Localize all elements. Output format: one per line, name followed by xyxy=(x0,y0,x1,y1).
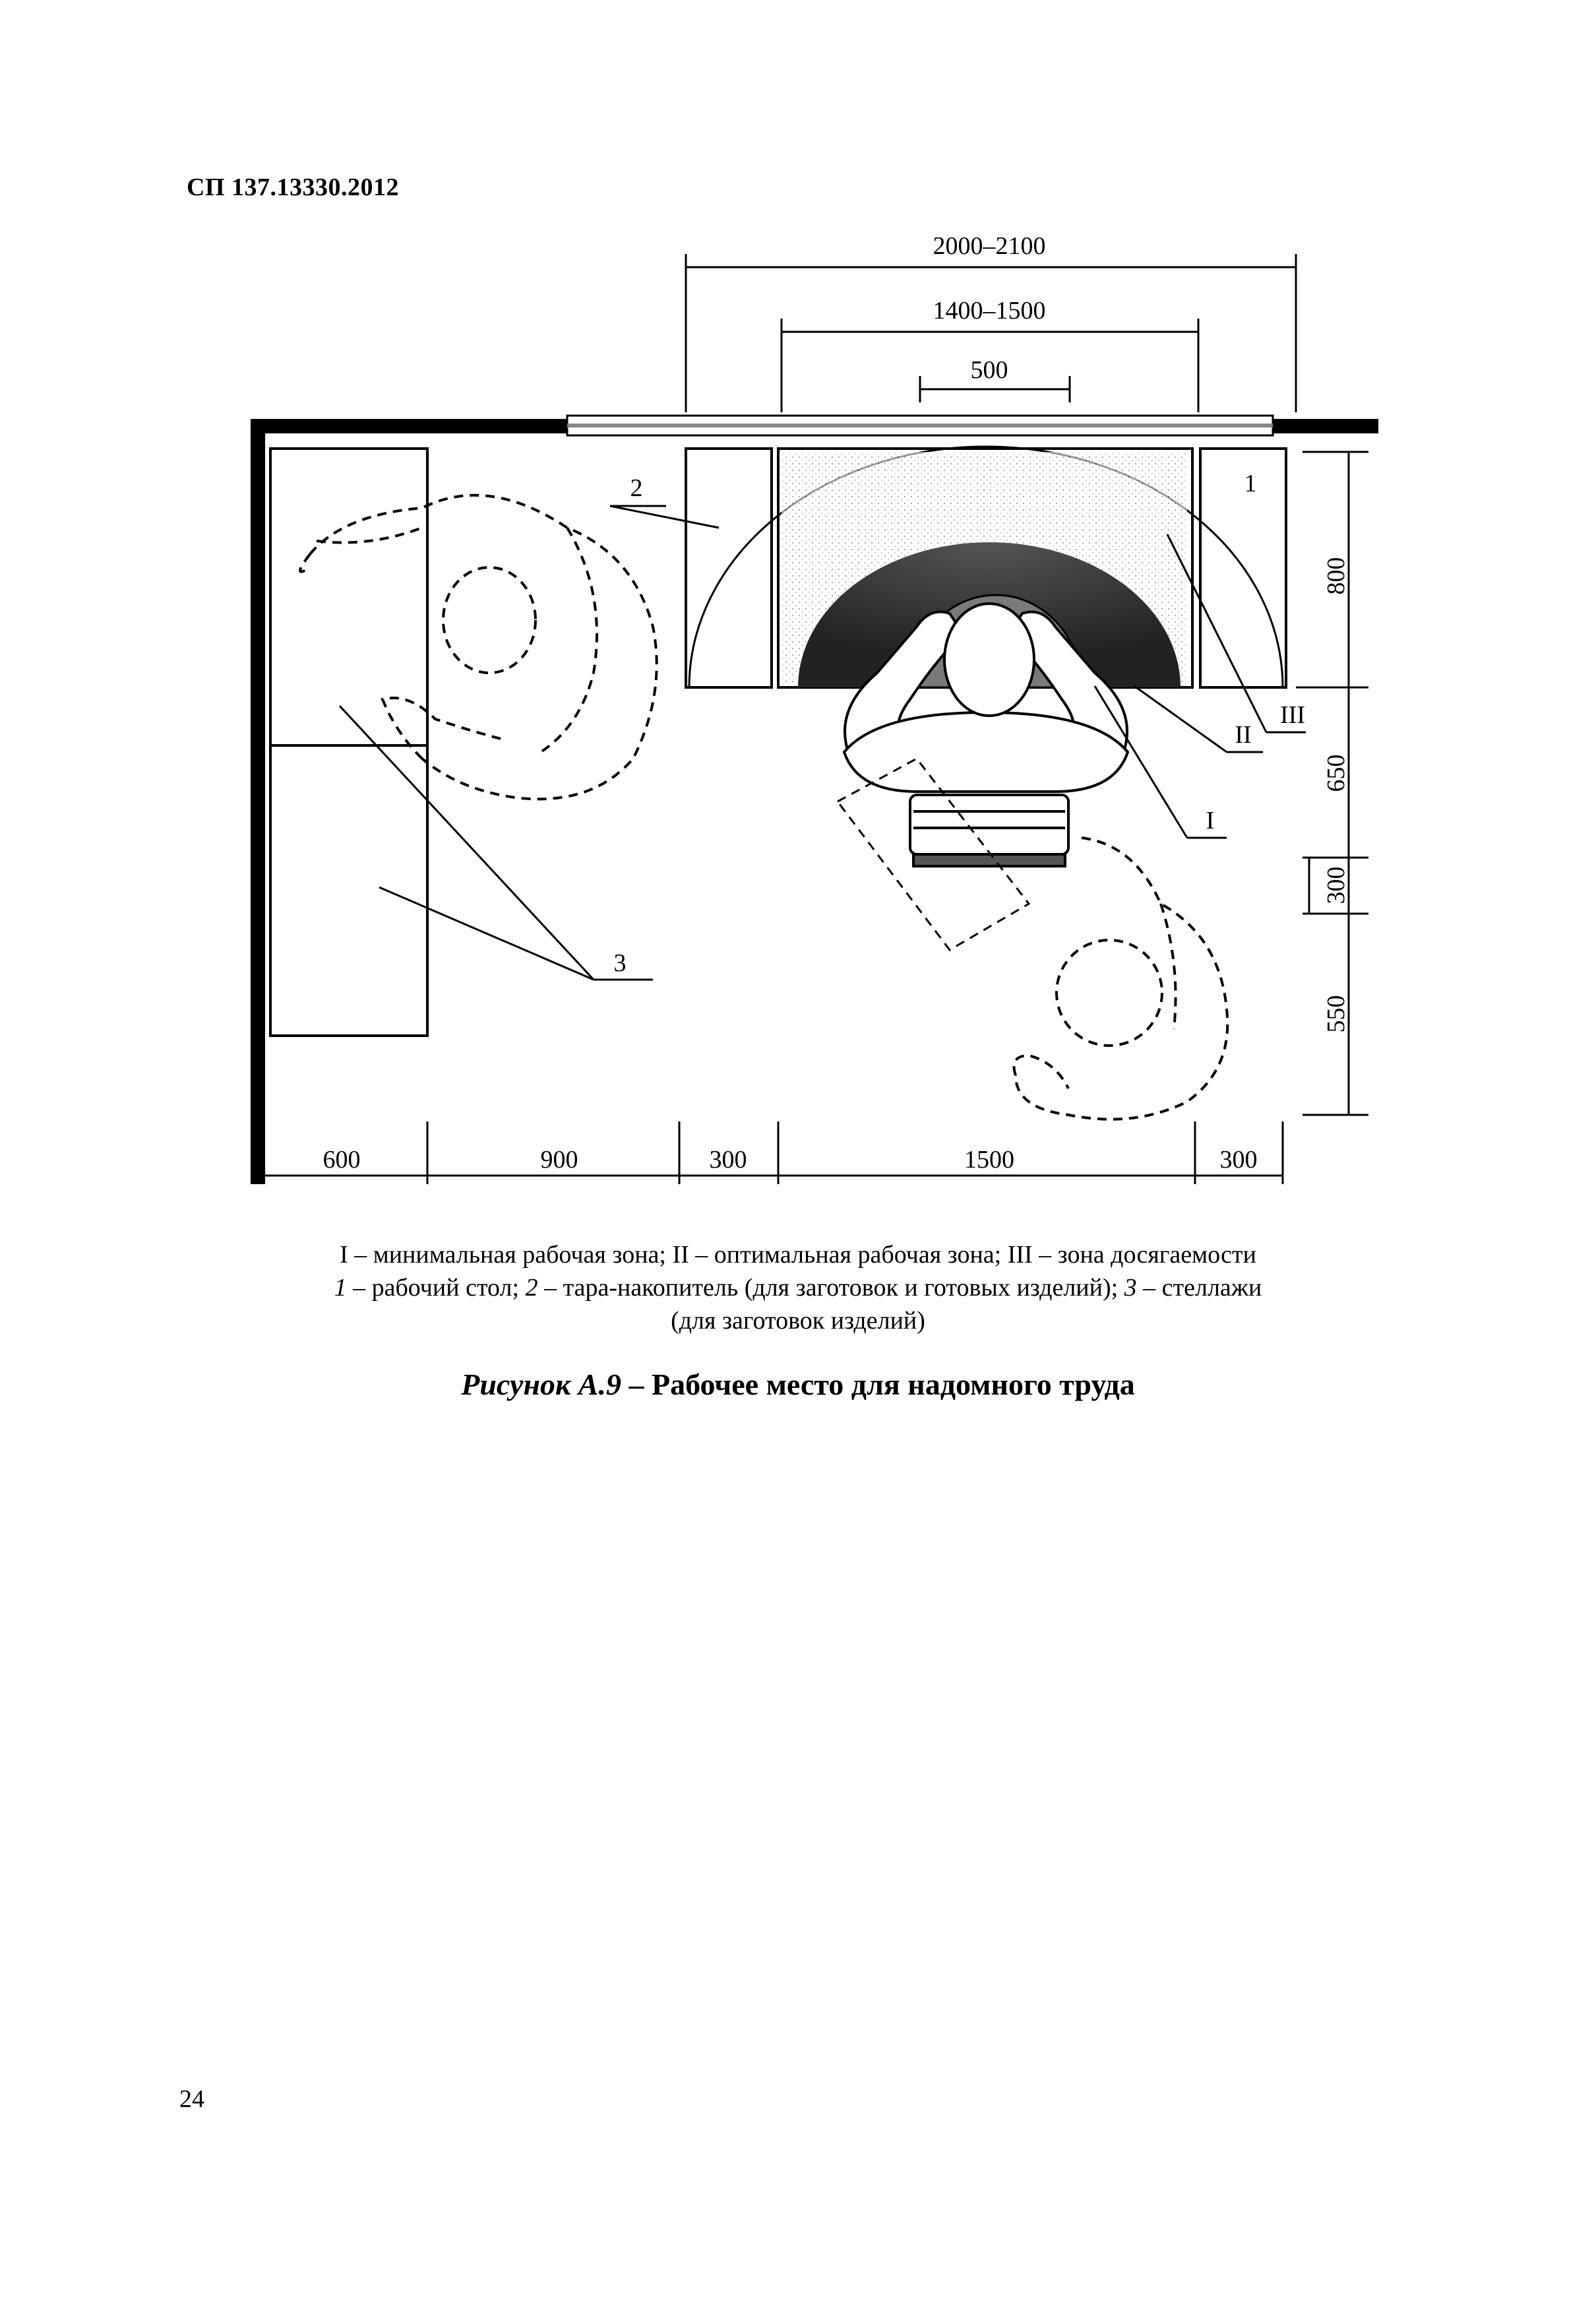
label-zone-I: I xyxy=(1206,807,1215,835)
legend-item2-text: – тара-накопитель (для заготовок и готовых изделий); xyxy=(537,1274,1124,1302)
legend-line-1: I – минимальная рабочая зона; II – оптимальная рабочая зона; III – зона досягаемости xyxy=(340,1241,1256,1269)
legend-item3-text: – стеллажи xyxy=(1136,1274,1262,1302)
dim-bottom-1: 900 xyxy=(540,1146,578,1174)
figure-turned-dashed xyxy=(1014,838,1228,1119)
dim-bottom-3: 1500 xyxy=(964,1146,1014,1174)
bottom-dimensions xyxy=(265,1121,1283,1184)
legend-item1-num: 1 xyxy=(334,1274,347,1302)
dim-top-0: 2000–2100 xyxy=(933,232,1046,260)
figure-caption xyxy=(0,1367,1596,1402)
label-item-1: 1 xyxy=(1244,470,1257,497)
legend-item1-text: – рабочий стол; xyxy=(346,1274,526,1302)
dim-bottom-4: 300 xyxy=(1219,1146,1258,1174)
caption-label: Рисунок А.9 xyxy=(461,1368,621,1401)
caption-title: – Рабочее место для надомного труда xyxy=(621,1368,1135,1401)
legend-item2-num: 2 xyxy=(525,1274,538,1302)
label-item-2: 2 xyxy=(630,474,643,502)
dim-right-3: 550 xyxy=(1322,995,1350,1033)
label-zone-III: III xyxy=(1280,701,1305,729)
figure-at-shelving-dashed xyxy=(300,495,657,799)
label-zone-II: II xyxy=(1235,721,1252,749)
legend-line-2 xyxy=(0,1271,1596,1304)
dim-right-1: 650 xyxy=(1322,754,1350,792)
page-number: 24 xyxy=(179,2085,204,2113)
dim-bottom-0: 600 xyxy=(322,1146,361,1174)
shelving xyxy=(270,449,427,1036)
label-item-3: 3 xyxy=(613,949,627,977)
dim-right-0: 800 xyxy=(1322,557,1350,595)
dim-bottom-2: 300 xyxy=(709,1146,747,1174)
legend-item3-num: 3 xyxy=(1124,1274,1137,1302)
dim-top-2: 500 xyxy=(970,356,1008,384)
wall-top xyxy=(251,416,1378,435)
document-code: СП 137.13330.2012 xyxy=(187,173,399,201)
legend-line-3: (для заготовок изделий) xyxy=(671,1307,925,1335)
dim-right-2: 300 xyxy=(1322,866,1350,904)
top-dimensions xyxy=(686,254,1296,412)
dim-top-1: 1400–1500 xyxy=(933,297,1046,325)
wall-left xyxy=(251,419,265,1184)
